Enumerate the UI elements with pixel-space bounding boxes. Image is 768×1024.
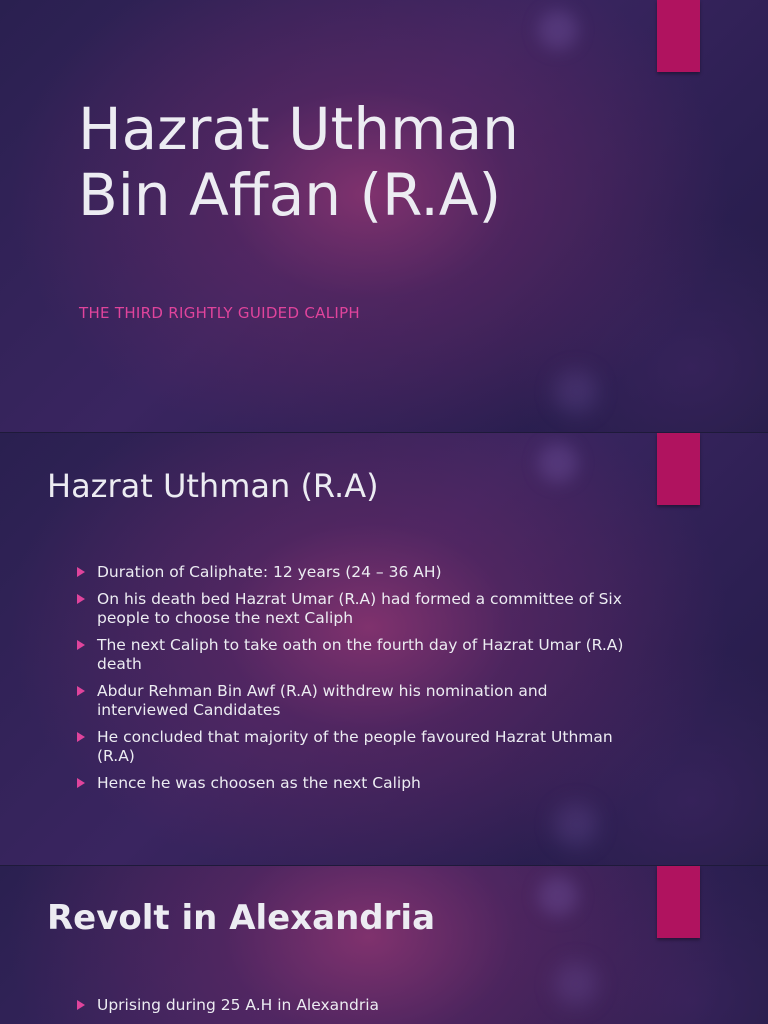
bullet-text: On his death bed Hazrat Umar (R.A) had formed a committee of Six people to choose the next Caliph [97, 589, 622, 627]
bullet-text: Uprising during 25 A.H in Alexandria [97, 996, 379, 1014]
triangle-right-icon [77, 567, 85, 577]
bullet-text: He concluded that majority of the people favoured Hazrat Uthman (R.A) [97, 727, 613, 765]
accent-bar [657, 0, 700, 72]
accent-bar [657, 866, 700, 938]
title-line-1: Hazrat Uthman [78, 95, 519, 163]
bullet-item [74, 590, 624, 629]
bullet-list [74, 996, 624, 1023]
slide-revolt-in-alexandria [0, 866, 768, 1024]
triangle-right-icon [77, 640, 85, 650]
triangle-right-icon [77, 686, 85, 696]
bullet-item [74, 682, 624, 721]
bullet-text: The next Caliph to take oath on the fourth day of Hazrat Umar (R.A) death [97, 635, 624, 673]
presentation-title [78, 96, 618, 228]
bullet-list [74, 563, 624, 800]
presentation-subtitle: THE THIRD RIGHTLY GUIDED CALIPH [79, 304, 361, 322]
slide-title-page [0, 0, 768, 432]
bullet-item [74, 996, 624, 1016]
slide-hazrat-uthman [0, 433, 768, 865]
accent-bar [657, 433, 700, 505]
triangle-right-icon [77, 778, 85, 788]
bullet-item [74, 774, 624, 794]
bullet-item [74, 636, 624, 675]
bullet-item [74, 728, 624, 767]
triangle-right-icon [77, 732, 85, 742]
bullet-text: Duration of Caliphate: 12 years (24 – 36 AH) [97, 563, 442, 581]
slide-title: Hazrat Uthman (R.A) [47, 467, 379, 505]
bullet-text: Abdur Rehman Bin Awf (R.A) withdrew his nomination and interviewed Candidates [97, 681, 548, 719]
bullet-item [74, 563, 624, 583]
bullet-text: Hence he was choosen as the next Caliph [97, 773, 421, 792]
slide-title: Revolt in Alexandria [47, 898, 436, 938]
triangle-right-icon [77, 1000, 85, 1010]
title-line-2: Bin Affan (R.A) [78, 161, 502, 229]
triangle-right-icon [77, 594, 85, 604]
